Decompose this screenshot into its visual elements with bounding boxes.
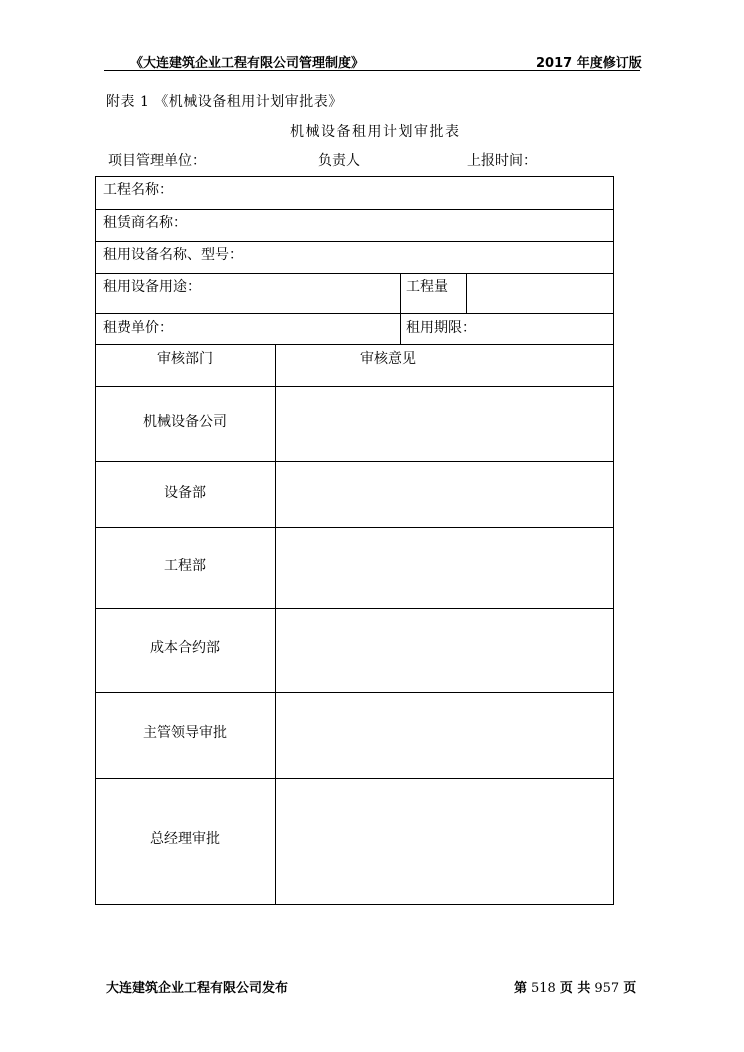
table-border-top bbox=[95, 176, 614, 177]
row-divider bbox=[95, 461, 614, 462]
row-divider bbox=[95, 692, 614, 693]
table-border-left bbox=[95, 176, 96, 905]
column-divider bbox=[400, 273, 401, 345]
page-mid: 页 共 bbox=[559, 981, 591, 996]
review-dept: 成本合约部 bbox=[150, 640, 220, 656]
responsible-label: 负责人 bbox=[318, 153, 360, 169]
review-opinion-header: 审核意见 bbox=[360, 351, 416, 367]
row-divider bbox=[95, 241, 614, 242]
lessor-name-label: 租赁商名称： bbox=[103, 215, 187, 231]
quantity-label: 工程量 bbox=[406, 279, 448, 295]
review-dept: 设备部 bbox=[164, 485, 206, 501]
unit-label: 项目管理单位： bbox=[108, 153, 206, 169]
review-dept: 机械设备公司 bbox=[143, 414, 227, 430]
page-prefix: 第 bbox=[514, 981, 528, 996]
report-time-label: 上报时间： bbox=[467, 153, 537, 169]
review-dept: 工程部 bbox=[164, 558, 206, 574]
document-edition: 2017 年度修订版 bbox=[536, 56, 642, 71]
rental-period-label: 租用期限： bbox=[406, 320, 476, 336]
table-border-right bbox=[613, 176, 614, 905]
footer-page-number bbox=[514, 977, 636, 996]
row-divider bbox=[95, 313, 614, 314]
table-border-bottom bbox=[95, 904, 614, 905]
footer-publisher: 大连建筑企业工程有限公司发布 bbox=[106, 981, 289, 996]
equipment-name-model-label: 租用设备名称、型号： bbox=[103, 247, 243, 263]
equipment-use-label: 租用设备用途： bbox=[103, 279, 201, 295]
page-total: 957 bbox=[594, 981, 620, 996]
header-divider bbox=[104, 70, 640, 71]
appendix-label: 附表 1 《机械设备租用计划审批表》 bbox=[106, 94, 343, 110]
document-header-title: 《大连建筑企业工程有限公司管理制度》 bbox=[130, 56, 365, 71]
unit-price-label: 租费单价： bbox=[103, 320, 173, 336]
column-divider bbox=[466, 273, 467, 314]
row-divider bbox=[95, 209, 614, 210]
row-divider bbox=[95, 273, 614, 274]
page-current: 518 bbox=[531, 981, 556, 996]
review-dept-header: 审核部门 bbox=[157, 351, 213, 367]
form-title: 机械设备租用计划审批表 bbox=[290, 124, 461, 140]
column-divider bbox=[275, 344, 276, 905]
review-dept: 总经理审批 bbox=[150, 831, 220, 847]
row-divider bbox=[95, 608, 614, 609]
row-divider bbox=[95, 344, 614, 345]
row-divider bbox=[95, 778, 614, 779]
row-divider bbox=[95, 527, 614, 528]
approval-form-table bbox=[95, 176, 614, 905]
review-dept: 主管领导审批 bbox=[143, 725, 227, 741]
project-name-label: 工程名称： bbox=[103, 182, 173, 198]
row-divider bbox=[95, 386, 614, 387]
page-suffix: 页 bbox=[623, 981, 637, 996]
